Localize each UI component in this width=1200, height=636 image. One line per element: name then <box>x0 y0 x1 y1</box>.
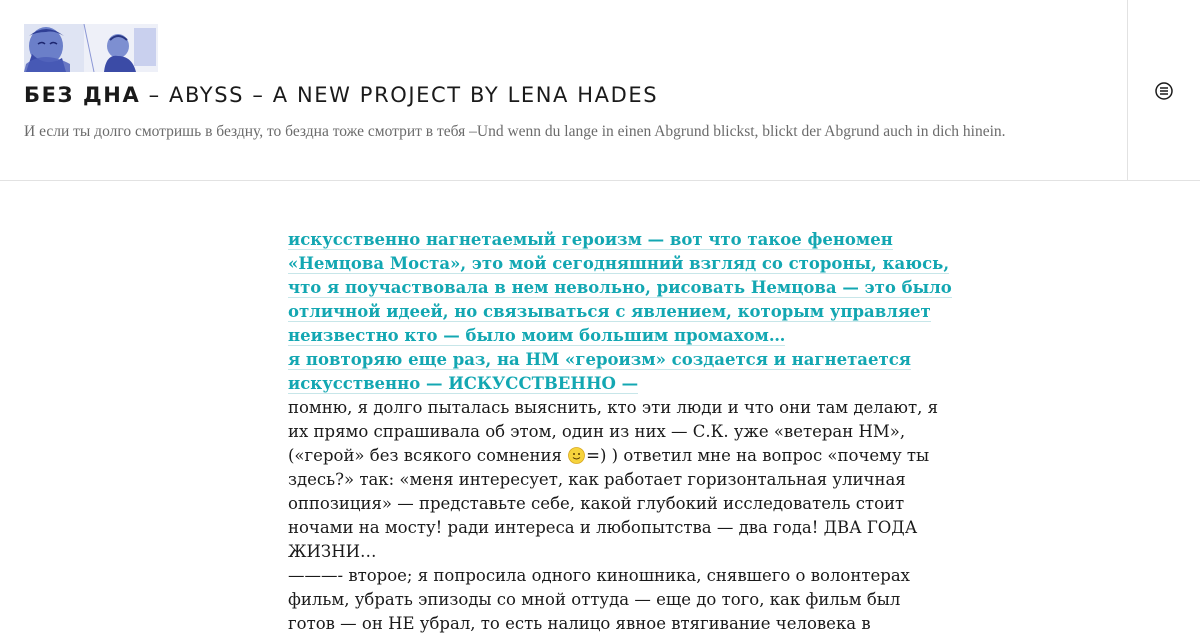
paragraph-line: ЖИЗНИ… <box>288 542 377 561</box>
post-link[interactable]: что я поучаствовала в нем невольно, рисовать Немцова — это было <box>288 278 952 297</box>
paragraph-line: ———- второе; я попросила одного киношника, снявшего о волонтерах <box>288 566 910 585</box>
paragraph-line: ночами на мосту! ради интереса и любопытства — два года! ДВА ГОДА <box>288 518 918 537</box>
smile-line-before: («герой» без всякого сомнения <box>288 446 568 465</box>
paragraph-line: здесь?» так: «меня интересует, как работает горизонтальная уличная <box>288 470 906 489</box>
link-line <box>288 252 950 276</box>
menu-toggle-button[interactable] <box>1154 81 1174 101</box>
post-link[interactable]: «Немцова Моста», это мой сегодняшний взгляд со стороны, каюсь, <box>288 254 950 273</box>
site-title-subtitle: – ABYSS – A NEW PROJECT BY LENA HADES <box>140 83 659 107</box>
post-content <box>288 228 952 636</box>
site-title <box>24 83 658 107</box>
post-link[interactable]: отличной идеей, но связываться с явлением, которым управляет <box>288 302 931 321</box>
paragraph-line: фильм, убрать эпизоды со мной оттуда — еще до того, как фильм был <box>288 590 901 609</box>
link-line <box>288 276 952 300</box>
post-link[interactable]: искусственно — ИСКУССТВЕННО — <box>288 374 639 393</box>
hamburger-menu-icon <box>1154 81 1174 101</box>
link-line <box>288 348 913 372</box>
smile-line-after: =) ) ответил мне на вопрос «почему ты <box>586 446 930 465</box>
header-artwork-image <box>24 24 158 72</box>
link-line <box>288 372 913 396</box>
site-tagline: И если ты долго смотришь в бездну, то бездна тоже смотрит в тебя –Und wenn du lange in einen Abgrund blickst, blickt der Abgrund auch in dich hinein. <box>24 123 1006 140</box>
paragraph-line <box>288 444 930 468</box>
paragraph-line: помню, я долго пыталась выяснить, кто эти люди и что они там делают, я <box>288 398 939 417</box>
sidebar-toggle-area <box>1127 0 1200 181</box>
site-title-link[interactable]: БЕЗ ДНА <box>24 83 141 107</box>
site-logo[interactable] <box>24 24 158 72</box>
smiley-emoji-icon <box>568 447 585 464</box>
post-link[interactable]: я повторяю еще раз, на НМ «героизм» создается и нагнетается <box>288 350 911 369</box>
link-line <box>288 324 913 348</box>
post-link[interactable]: искусственно нагнетаемый героизм — вот что такое феномен <box>288 230 893 249</box>
paragraph-line: оппозиция» — представьте себе, какой глубокий исследователь стоит <box>288 494 905 513</box>
link-line <box>288 300 931 324</box>
post-link[interactable]: неизвестно кто — было моим большим промахом… <box>288 326 786 345</box>
paragraph-line: готов — он НЕ убрал, то есть налицо явное втягивание человека в <box>288 614 871 633</box>
paragraph-line: их прямо спрашивала об этом, один из них — С.К. уже «ветеран НМ», <box>288 422 906 441</box>
link-line <box>288 228 913 252</box>
site-header <box>0 0 1127 181</box>
